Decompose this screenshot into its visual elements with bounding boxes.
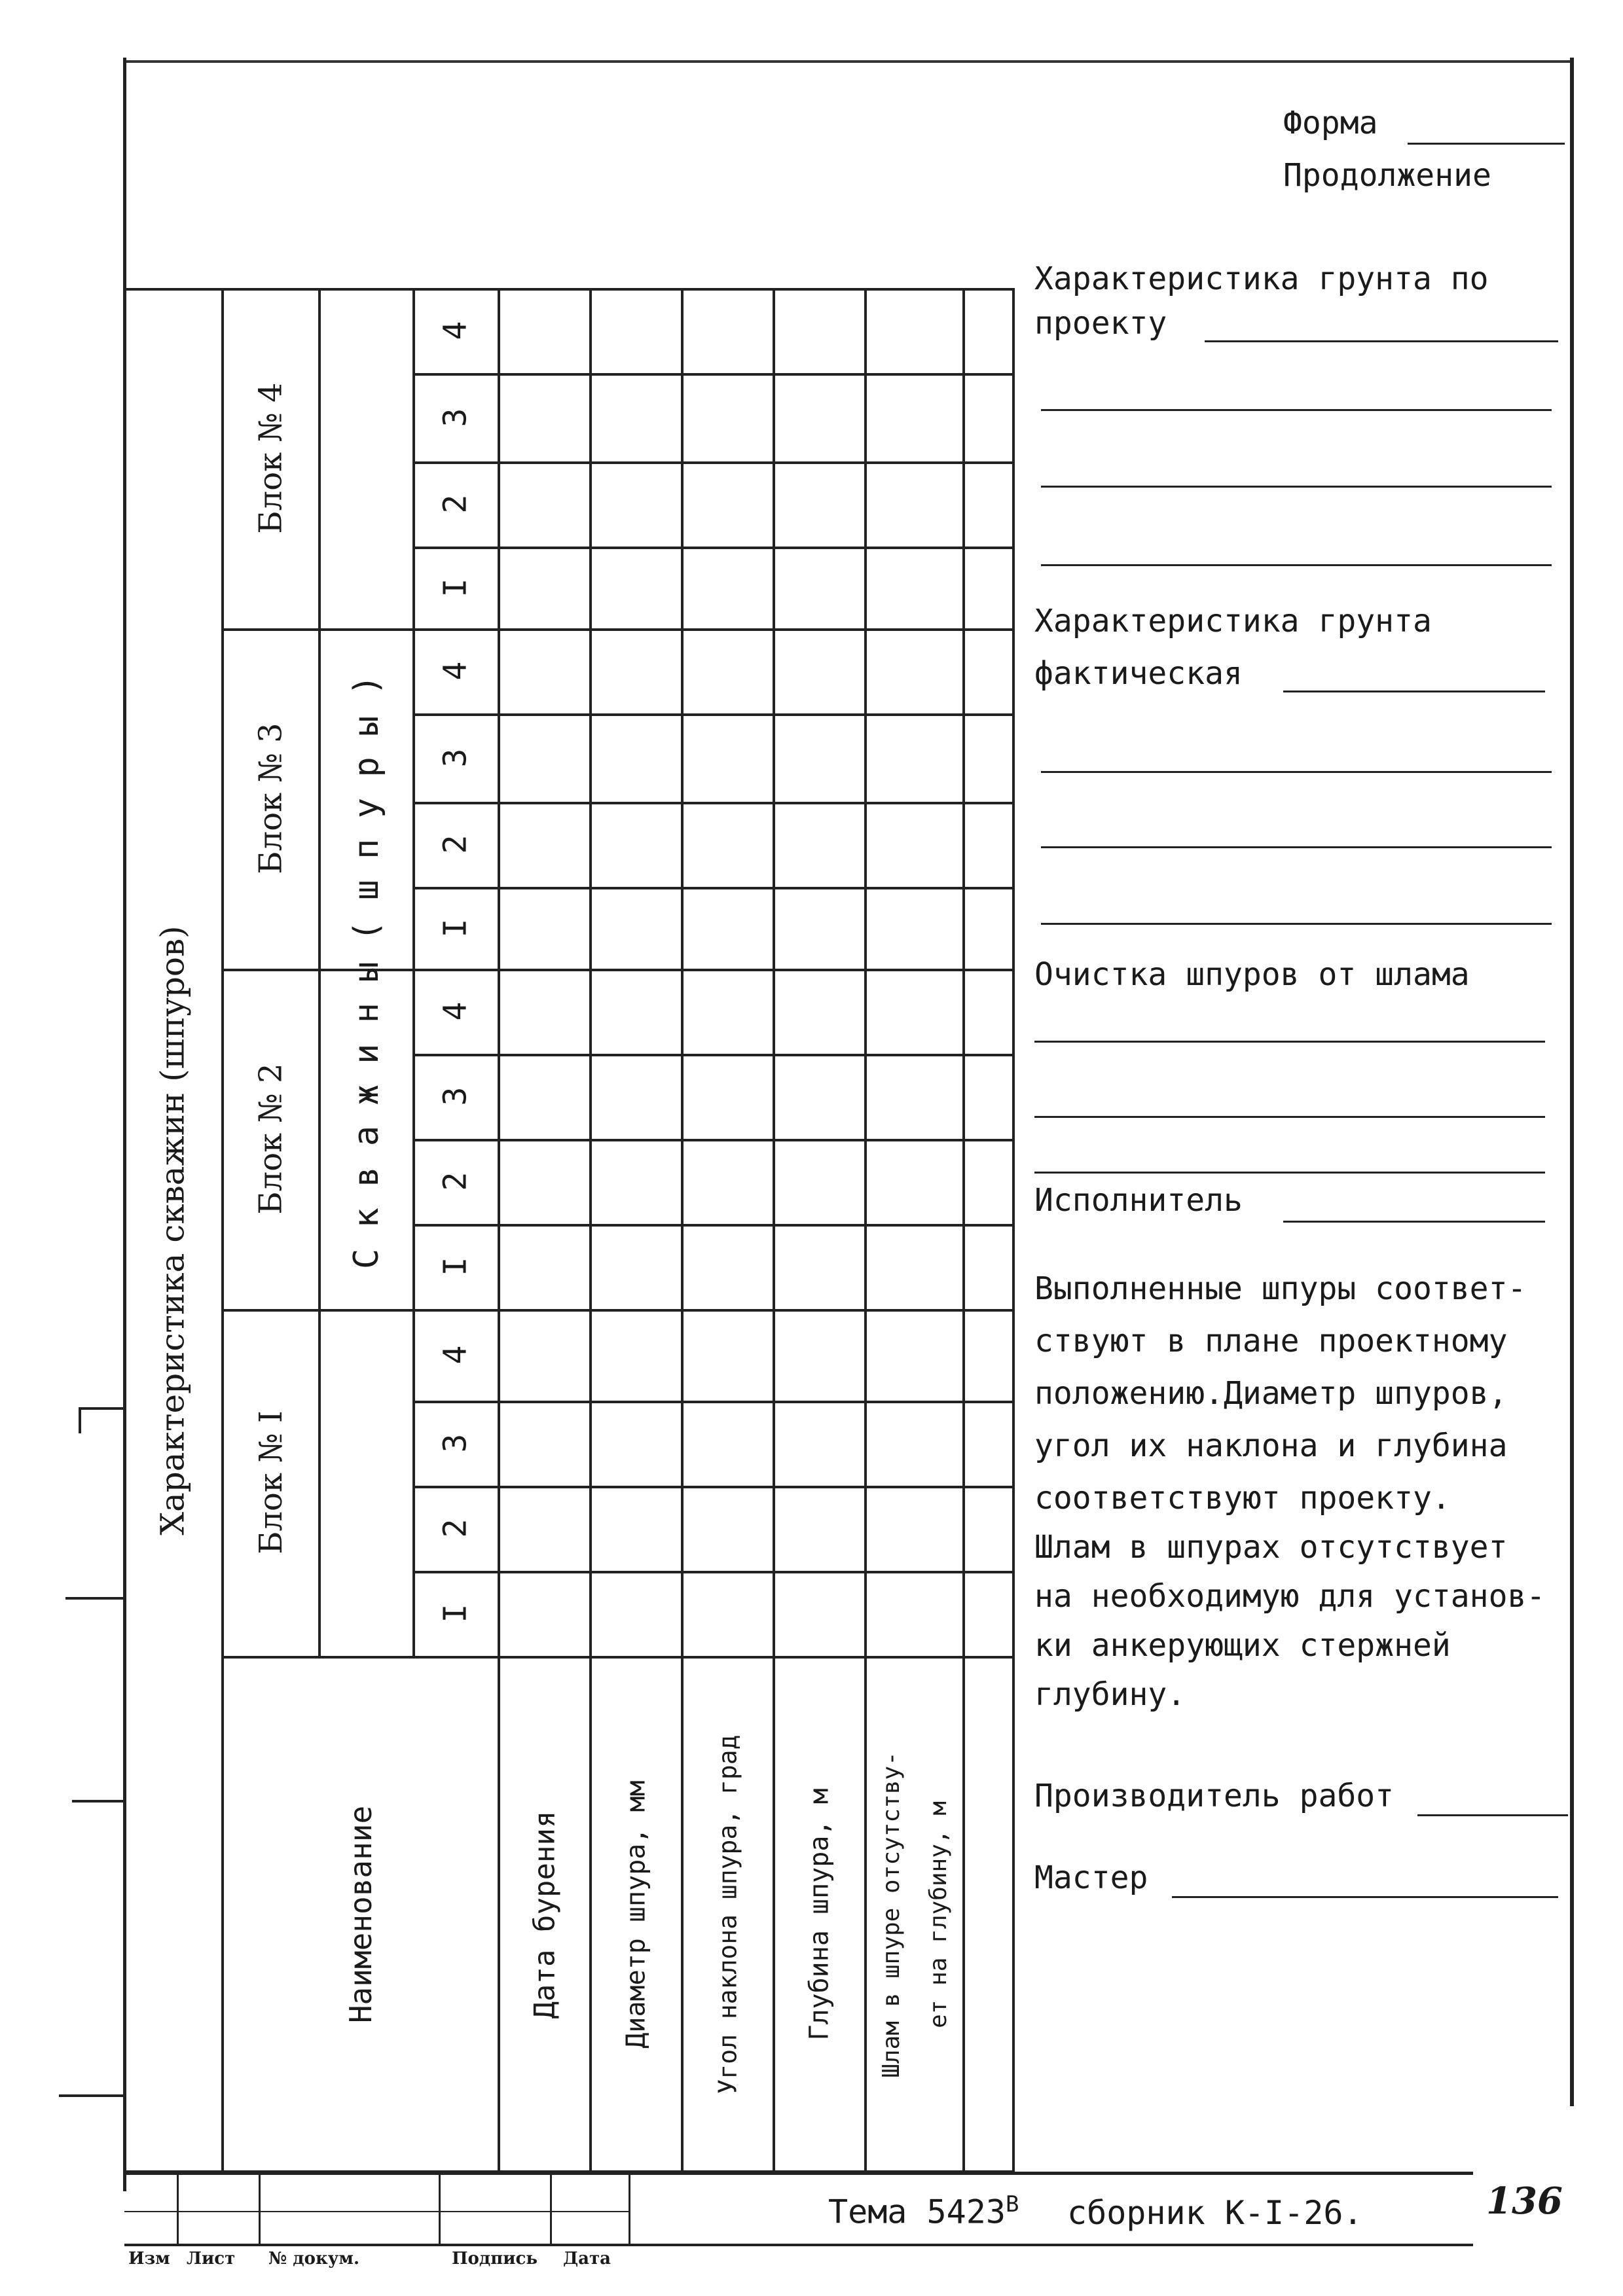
column-number: 3 (437, 1433, 473, 1453)
cleaning-line (1034, 1172, 1545, 1174)
row-divider (412, 1224, 1015, 1227)
actual-soil-line (1283, 691, 1545, 692)
foreman-label: Мастер (1034, 1859, 1148, 1896)
stamp-label-date: Дата (563, 2249, 611, 2269)
cleaning-label: Очистка шпуров от шлама (1034, 956, 1470, 993)
header-sludge-line2: ет на глубину, м (924, 1801, 952, 2028)
block-4-label: Блок № 4 (253, 382, 290, 534)
actual-soil-line (1041, 846, 1552, 848)
column-number: 3 (437, 748, 473, 768)
actual-soil-label-2: фактическая (1034, 655, 1243, 692)
block-2-label: Блок № 2 (253, 1063, 290, 1215)
table-vline (412, 288, 415, 1656)
column-number: 2 (437, 494, 473, 514)
row-divider (412, 1401, 1015, 1403)
margin-mark (72, 1800, 124, 1803)
row-divider (412, 547, 1015, 549)
cleaning-line (1034, 1116, 1545, 1118)
executor-label: Исполнитель (1034, 1182, 1243, 1219)
header-sludge-line1: Шлам в шпуре отсутству- (877, 1751, 905, 2078)
row-divider (412, 802, 1015, 804)
column-number: 4 (437, 321, 473, 340)
column-number: I (437, 1257, 473, 1276)
statement-line: на необходимую для установ- (1034, 1578, 1546, 1615)
column-number: 3 (437, 1086, 473, 1106)
header-angle: Угол наклона шпура, град (714, 1734, 743, 2094)
stamp-divider (259, 2172, 261, 2244)
column-number: 4 (437, 1345, 473, 1365)
margin-mark (79, 1407, 81, 1433)
block-3-label: Блок № 3 (253, 723, 290, 874)
table-bottom-border (124, 2170, 1015, 2173)
actual-soil-line (1041, 771, 1552, 773)
row-divider (412, 1139, 1015, 1141)
statement-line: ки анкерующих стержней (1034, 1627, 1451, 1664)
stamp-bottom-line (124, 2244, 1473, 2246)
column-number: 2 (437, 834, 473, 854)
works-manager-label: Производитель работ (1034, 1778, 1395, 1814)
margin-mark (79, 1407, 124, 1410)
statement-line: Выполненные шпуры соответ- (1034, 1270, 1527, 1307)
column-number: 4 (437, 1001, 473, 1021)
stamp-divider (177, 2172, 179, 2244)
stamp-label-signature: Подпись (452, 2249, 538, 2269)
column-number: I (437, 918, 473, 938)
design-soil-label-1: Характеристика грунта по (1034, 260, 1489, 297)
page-number: 136 (1486, 2179, 1563, 2223)
statement-line: угол их наклона и глубина (1034, 1427, 1508, 1464)
header-diameter: Диаметр шпура, мм (621, 1780, 651, 2049)
works-manager-line (1417, 1814, 1568, 1816)
margin-mark (65, 1597, 124, 1600)
stamp-label-document: № докум. (268, 2249, 360, 2269)
design-soil-line (1041, 564, 1552, 566)
form-label: Форма (1283, 105, 1378, 141)
row-divider (412, 713, 1015, 716)
table-right-border (1012, 288, 1015, 2173)
block-1-label: Блок № I (253, 1410, 289, 1554)
column-number: I (437, 578, 473, 598)
header-drill-date: Дата бурения (528, 1810, 562, 2018)
wells-title: С к в а ж и н ы ( ш п у р ы ) (347, 675, 386, 1269)
row-divider (412, 373, 1015, 376)
stamp-divider (629, 2172, 630, 2244)
header-depth: Глубина шпура, м (805, 1788, 835, 2041)
executor-line (1283, 1221, 1545, 1223)
row-divider (412, 1571, 1015, 1573)
stamp-divider (550, 2172, 552, 2244)
row-divider (412, 887, 1015, 889)
statement-line: положению.Диаметр шпуров, (1034, 1375, 1508, 1412)
statement-line: Шлам в шпурах отсутствует (1034, 1529, 1508, 1566)
actual-soil-label-1: Характеристика грунта (1034, 603, 1432, 639)
column-number: 3 (437, 408, 473, 427)
cleaning-line (1034, 1041, 1545, 1043)
design-soil-line (1205, 340, 1558, 342)
foreman-line (1172, 1896, 1558, 1898)
margin-mark (59, 2094, 124, 2097)
stamp-divider (439, 2172, 441, 2244)
design-soil-label-2: проекту (1034, 305, 1167, 342)
design-soil-line (1041, 409, 1552, 411)
continuation-label: Продолжение (1283, 157, 1491, 194)
row-divider (412, 461, 1015, 464)
row-divider (412, 1054, 1015, 1056)
stamp-row-line (124, 2211, 629, 2212)
statement-line: глубину. (1034, 1676, 1186, 1713)
form-number-line (1408, 143, 1565, 145)
collection-label: сборник К-I-26. (1067, 2194, 1363, 2232)
column-number: 4 (437, 661, 473, 681)
frame-right-border (1570, 58, 1574, 2106)
stamp-label-sheet: Лист (187, 2249, 236, 2269)
frame-top-border (124, 60, 1571, 63)
theme-label: Тема $5423^В$ (828, 2191, 1019, 2231)
header-name: Наименование (343, 1805, 378, 2024)
column-number: 2 (437, 1172, 473, 1191)
column-number: 2 (437, 1518, 473, 1538)
stamp-label-change: Изм (128, 2249, 170, 2269)
design-soil-line (1041, 486, 1552, 488)
statement-line: ствуют в плане проектному (1034, 1323, 1508, 1359)
table-vline (962, 288, 965, 2173)
row-divider (412, 1486, 1015, 1488)
characteristics-title: Характеристика скважин (шпуров) (154, 925, 192, 1535)
column-number: I (437, 1604, 473, 1623)
statement-line: соответствуют проекту. (1034, 1480, 1451, 1516)
actual-soil-line (1041, 923, 1552, 925)
